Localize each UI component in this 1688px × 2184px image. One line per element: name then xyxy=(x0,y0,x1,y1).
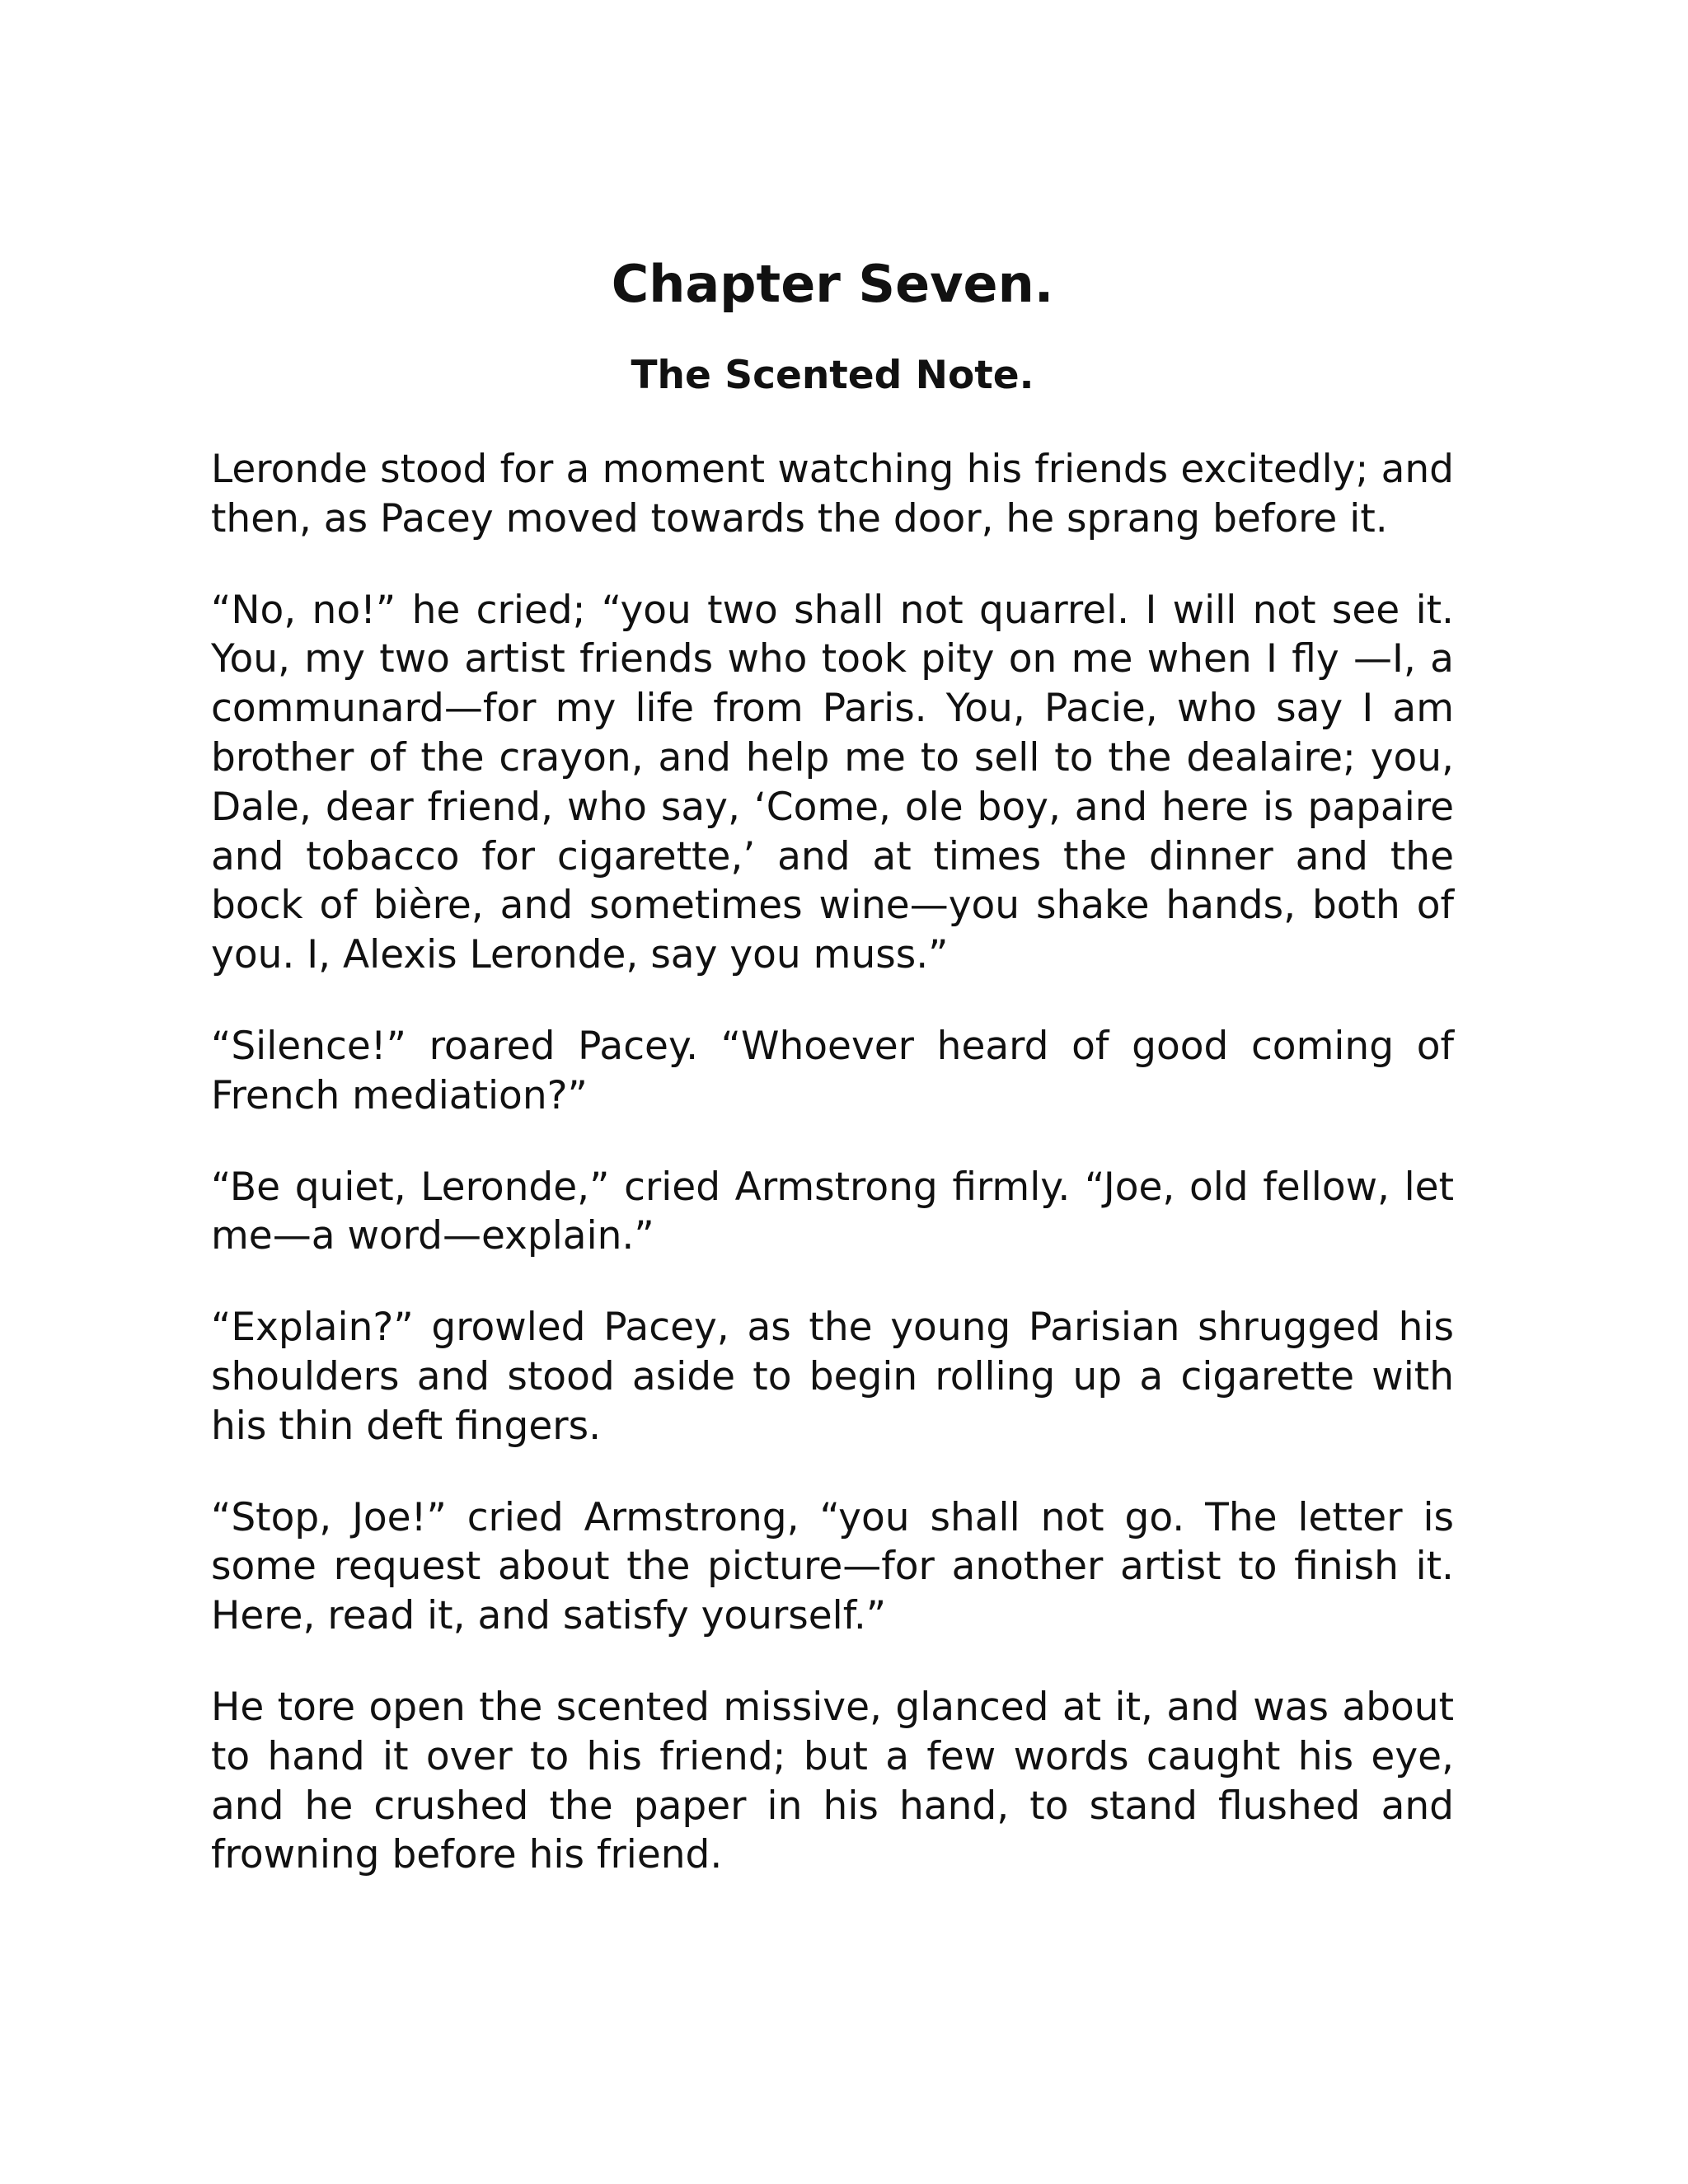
paragraph: “Be quiet, Leronde,” cried Armstrong firmly. “Joe, old fellow, let me—a word—explain.” xyxy=(211,1164,1454,1259)
paragraph: He tore open the scented missive, glanced at it, and was about to hand it over to his friend; but a few words caught his eye, and he crushed the paper in his hand, to stand flushed and frowning before his friend. xyxy=(211,1684,1454,1878)
chapter-body xyxy=(211,445,1454,1880)
chapter-title: Chapter Seven. xyxy=(611,254,1054,314)
paragraph: “Silence!” roared Pacey. “Whoever heard of good coming of French mediation?” xyxy=(211,1023,1454,1118)
paragraph: Leronde stood for a moment watching his friends excitedly; and then, as Pacey moved towards the door, he sprang before it. xyxy=(211,447,1454,541)
book-page xyxy=(211,247,1454,1922)
paragraph: “Stop, Joe!” cried Armstrong, “you shall not go. The letter is some request about the picture—for another artist to finish it. Here, read it, and satisfy yourself.” xyxy=(211,1494,1454,1639)
paragraph: “No, no!” he cried; “you two shall not quarrel. I will not see it. You, my two artist friends who took pity on me when I fly —I, a communard—for my life from Paris. You, Pacie, who say I am brother of the crayon, and help me to sell to the dealaire; you, Dale, dear friend, who say, ‘Come, ole boy, and here is papaire and tobacco for cigarette,’ and at times the dinner and the bock of bière, and sometimes wine—you shake hands, both of you. I, Alexis Leronde, say you muss.” xyxy=(211,587,1454,978)
chapter-subtitle: The Scented Note. xyxy=(631,353,1034,398)
paragraph: “Explain?” growled Pacey, as the young Parisian shrugged his shoulders and stood aside to begin rolling up a cigarette with his thin deft fingers. xyxy=(211,1305,1454,1449)
